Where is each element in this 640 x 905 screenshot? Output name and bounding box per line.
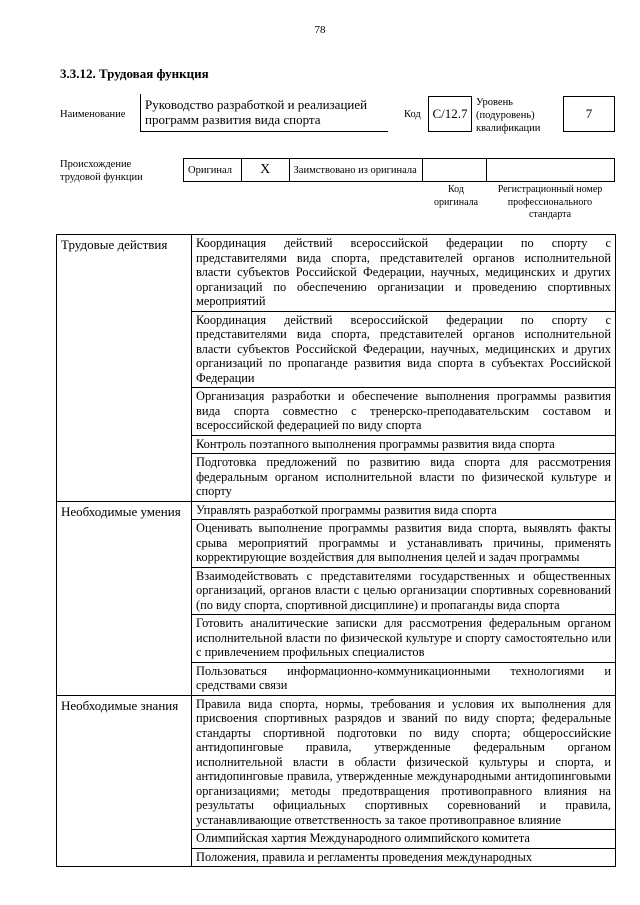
list-item: Организация разработки и обеспечение выполнения программы развития вида спорта совместно с тренерско-преподавательским составом и всероссийской федерацией по виду спорта [192, 388, 615, 436]
reg-number-caption [488, 184, 612, 222]
level-label-line3: квалификации [476, 123, 541, 134]
list-item: Координация действий всероссийской федерации по спорту с представителями вида спорта, представителей органов исполнительной власти субъектов Российской Федерации, научных, медицинских и других организаций по пропаганде развития вида спорта в субъектах Российской Федерации [192, 312, 615, 389]
level-label [476, 96, 556, 135]
section-title: 3.3.12. Трудовая функция [60, 66, 209, 81]
list-item: Управлять разработкой программы развития вида спорта [192, 502, 615, 521]
function-table [56, 234, 616, 867]
level-value: 7 [563, 96, 615, 132]
code-original-cell [423, 159, 487, 181]
list-item: Взаимодействовать с представителями государственных и общественных организаций, органов власти с целью организации спортивных соревнований (по виду спорта, спортивной дисциплине) и пропаганды вида спорта [192, 568, 615, 616]
level-label-line1: Уровень [476, 97, 513, 108]
level-label-line2: (подуровень) [476, 110, 535, 121]
page-bottom-margin [0, 890, 640, 905]
original-label: Оригинал [184, 159, 242, 181]
items-cell [192, 695, 616, 867]
table-row [57, 695, 616, 867]
origin-label-line1: Происхождение [60, 159, 132, 170]
origin-label-line2: трудовой функции [60, 172, 143, 183]
category-cell: Необходимые умения [57, 501, 192, 695]
code-original-caption [420, 184, 492, 209]
origin-label [60, 158, 143, 184]
items-cell [192, 501, 616, 695]
list-item: Правила вида спорта, нормы, требования и условия их выполнения для присвоения спортивных разрядов и званий по виду спорта; федеральные стандарты спортивной подготовки по виду спорта; общероссийские антидопинговые правила, утвержденные федеральным органом исполнительной власти в области физической культуры и спорта, и антидопинговые правила, утвержденные международными антидопинговыми организациями; методы предотвращения противоправного влияния на результаты официальных спортивных соревнований и правила, устанавливающие ответственность за такое противоправное влияние [192, 696, 615, 831]
origin-table [183, 158, 615, 182]
reg-number-cell [487, 159, 614, 181]
page-number: 78 [314, 24, 326, 36]
list-item: Положения, правила и регламенты проведения международных [196, 849, 533, 864]
list-item: Готовить аналитические записки для рассмотрения федеральным органом исполнительной власти по физической культуре и спорту самостоятельно или с привлечением профильных специалистов [192, 615, 615, 663]
list-item: Оценивать выполнение программы развития вида спорта, выявлять факты срыва мероприятий программы и устанавливать причины, применять корректирующие воздействия для выполнения целей и задач программы [192, 520, 615, 568]
items-cell [192, 235, 616, 502]
name-label: Наименование [60, 109, 126, 120]
list-item: Пользоваться информационно-коммуникационными технологиями и средствами связи [196, 663, 611, 692]
list-item: Олимпийская хартия Международного олимпийского комитета [192, 830, 615, 849]
borrowed-label: Заимствовано из оригинала [290, 159, 423, 181]
reg-number-line3: стандарта [528, 209, 572, 220]
category-cell: Трудовые действия [57, 235, 192, 502]
table-row [57, 501, 616, 695]
reg-number-line2: профессионального [507, 196, 593, 208]
list-item: Координация действий всероссийской федерации по спорту с представителями вида спорта, представителей органов исполнительной власти субъектов Российской Федерации, научных, медицинских и других организаций по обеспечению организации и проведению спортивных мероприятий [192, 235, 615, 312]
reg-number-line1: Регистрационный номер [497, 184, 603, 195]
code-value: С/12.7 [428, 96, 472, 132]
list-item: Контроль поэтапного выполнения программы развития вида спорта [192, 436, 615, 455]
original-mark: X [242, 159, 290, 181]
category-cell: Необходимые знания [57, 695, 192, 867]
code-label: Код [404, 109, 421, 120]
list-item: Подготовка предложений по развитию вида спорта для рассмотрения федеральным органом исполнительной власти по физической культуре и спорту [196, 455, 611, 498]
code-original-line2: оригинала [433, 196, 479, 208]
code-original-line1: Код [448, 184, 464, 195]
table-row [57, 235, 616, 502]
name-value: Руководство разработкой и реализацией программ развития вида спорта [140, 94, 388, 132]
